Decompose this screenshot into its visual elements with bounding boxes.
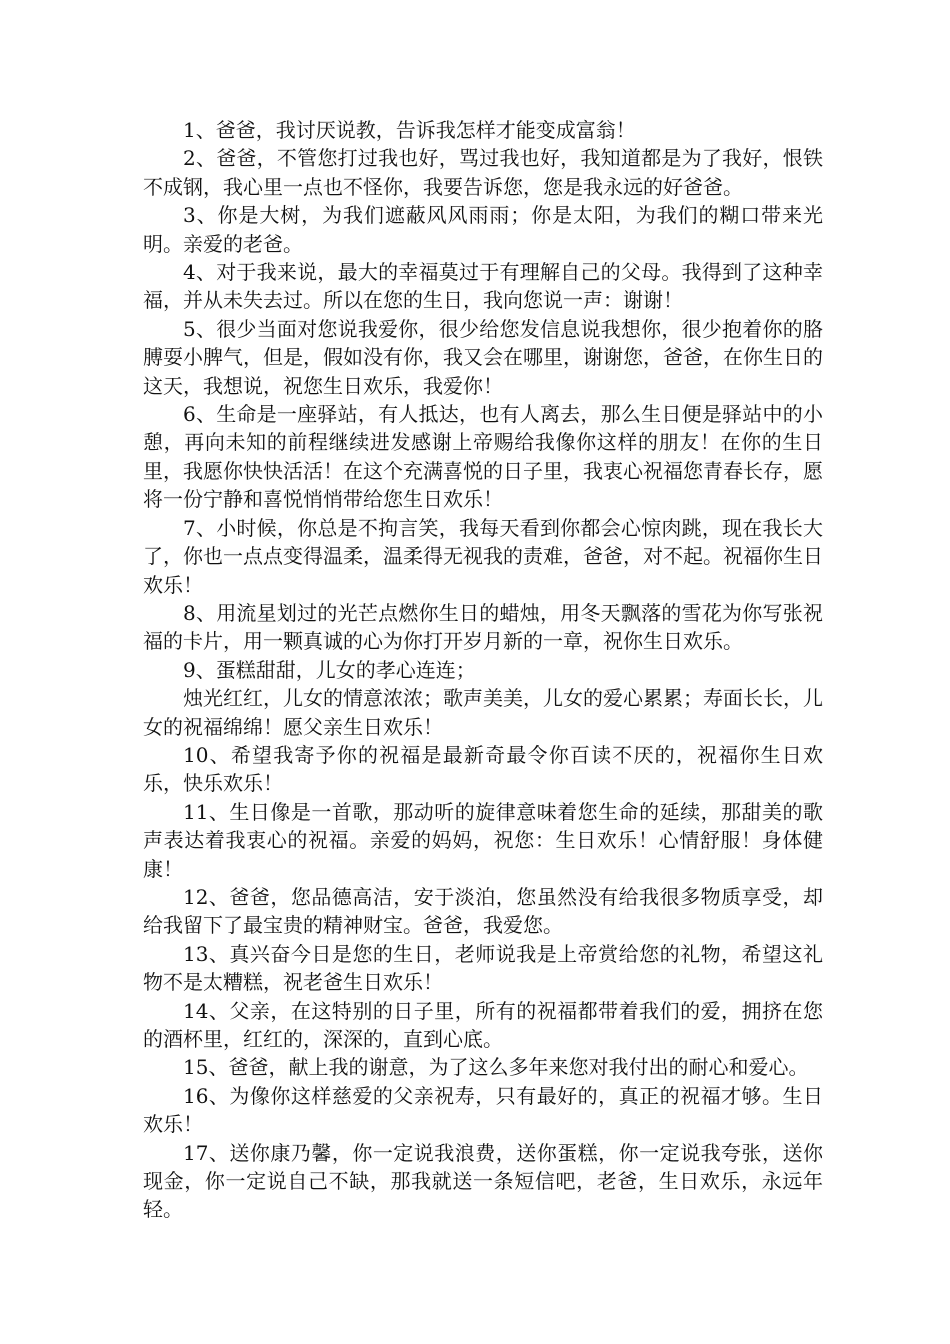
- paragraph-15: 15、爸爸，献上我的谢意，为了这么多年来您对我付出的耐心和爱心。: [183, 1055, 809, 1080]
- paragraph-8: 8、用流星划过的光芒点燃你生日的蜡烛，用冬天飘落的雪花为你写张祝福的卡片，用一颗真诚的心为你打开岁月新的一章，祝你生日欢乐。: [143, 600, 823, 654]
- paragraph-9-continued: 烛光红红，儿女的情意浓浓；歌声美美，儿女的爱心累累；寿面长长，儿女的祝福绵绵！愿父亲生日欢乐！: [143, 686, 823, 739]
- paragraph-3: 3、你是大树，为我们遮蔽风风雨雨；你是太阳，为我们的糊口带来光明。亲爱的老爸。: [143, 203, 823, 256]
- paragraph-7: 7、小时候，你总是不拘言笑，我每天看到你都会心惊肉跳，现在我长大了，你也一点点变得温柔，温柔得无视我的责难，爸爸，对不起。祝福你生日欢乐！: [143, 515, 823, 597]
- paragraph-12: 12、爸爸，您品德高洁，安于淡泊，您虽然没有给我很多物质享受，却给我留下了最宝贵的精神财宝。爸爸，我爱您。: [143, 884, 823, 938]
- paragraph-1: 1、爸爸，我讨厌说教，告诉我怎样才能变成富翁！: [183, 118, 636, 142]
- paragraph-11: 11、生日像是一首歌，那动听的旋律意味着您生命的延续，那甜美的歌声表达着我衷心的祝福。亲爱的妈妈，祝您：生日欢乐！心情舒服！身体健康！: [143, 799, 823, 881]
- document-body: [143, 116, 823, 1224]
- paragraph-16: 16、为像你这样慈爱的父亲祝寿，只有最好的，真正的祝福才够。生日欢乐！: [143, 1083, 823, 1137]
- paragraph-14: 14、父亲，在这特别的日子里，所有的祝福都带着我们的爱，拥挤在您的酒杯里，红红的，深深的，直到心底。: [143, 998, 823, 1051]
- paragraph-10: 10、希望我寄予你的祝福是最新奇最令你百读不厌的，祝福你生日欢乐，快乐欢乐！: [143, 742, 823, 796]
- paragraph-13: 13、真兴奋今日是您的生日，老师说我是上帝赏给您的礼物，希望这礼物不是太糟糕，祝老爸生日欢乐！: [143, 941, 823, 995]
- paragraph-5: 5、很少当面对您说我爱你，很少给您发信息说我想你，很少抱着你的胳膊耍小脾气，但是，假如没有你，我又会在哪里，谢谢您，爸爸，在你生日的这天，我想说，祝您生日欢乐，我爱你！: [143, 316, 823, 398]
- paragraph-9: 9、蛋糕甜甜，儿女的孝心连连；: [183, 657, 476, 682]
- paragraph-4: 4、对于我来说，最大的幸福莫过于有理解自己的父母。我得到了这种幸福，并从未失去过。所以在您的生日，我向您说一声：谢谢！: [143, 260, 823, 313]
- paragraph-6: 6、生命是一座驿站，有人抵达，也有人离去，那么生日便是驿站中的小憩，再向未知的前程继续进发感谢上帝赐给我像你这样的朋友！在你的生日里，我愿你快快活活！在这个充满喜悦的日子里，我衷心祝福您青春长存，愿将一份宁静和喜悦悄悄带给您生日欢乐！: [143, 402, 823, 512]
- paragraph-17: 17、送你康乃馨，你一定说我浪费，送你蛋糕，你一定说我夸张，送你现金，你一定说自己不缺，那我就送一条短信吧，老爸，生日欢乐，永远年轻。: [143, 1140, 823, 1222]
- paragraph-2: 2、爸爸，不管您打过我也好，骂过我也好，我知道都是为了我好，恨铁不成钢，我心里一点也不怪你，我要告诉您，您是我永远的好爸爸。: [143, 146, 823, 199]
